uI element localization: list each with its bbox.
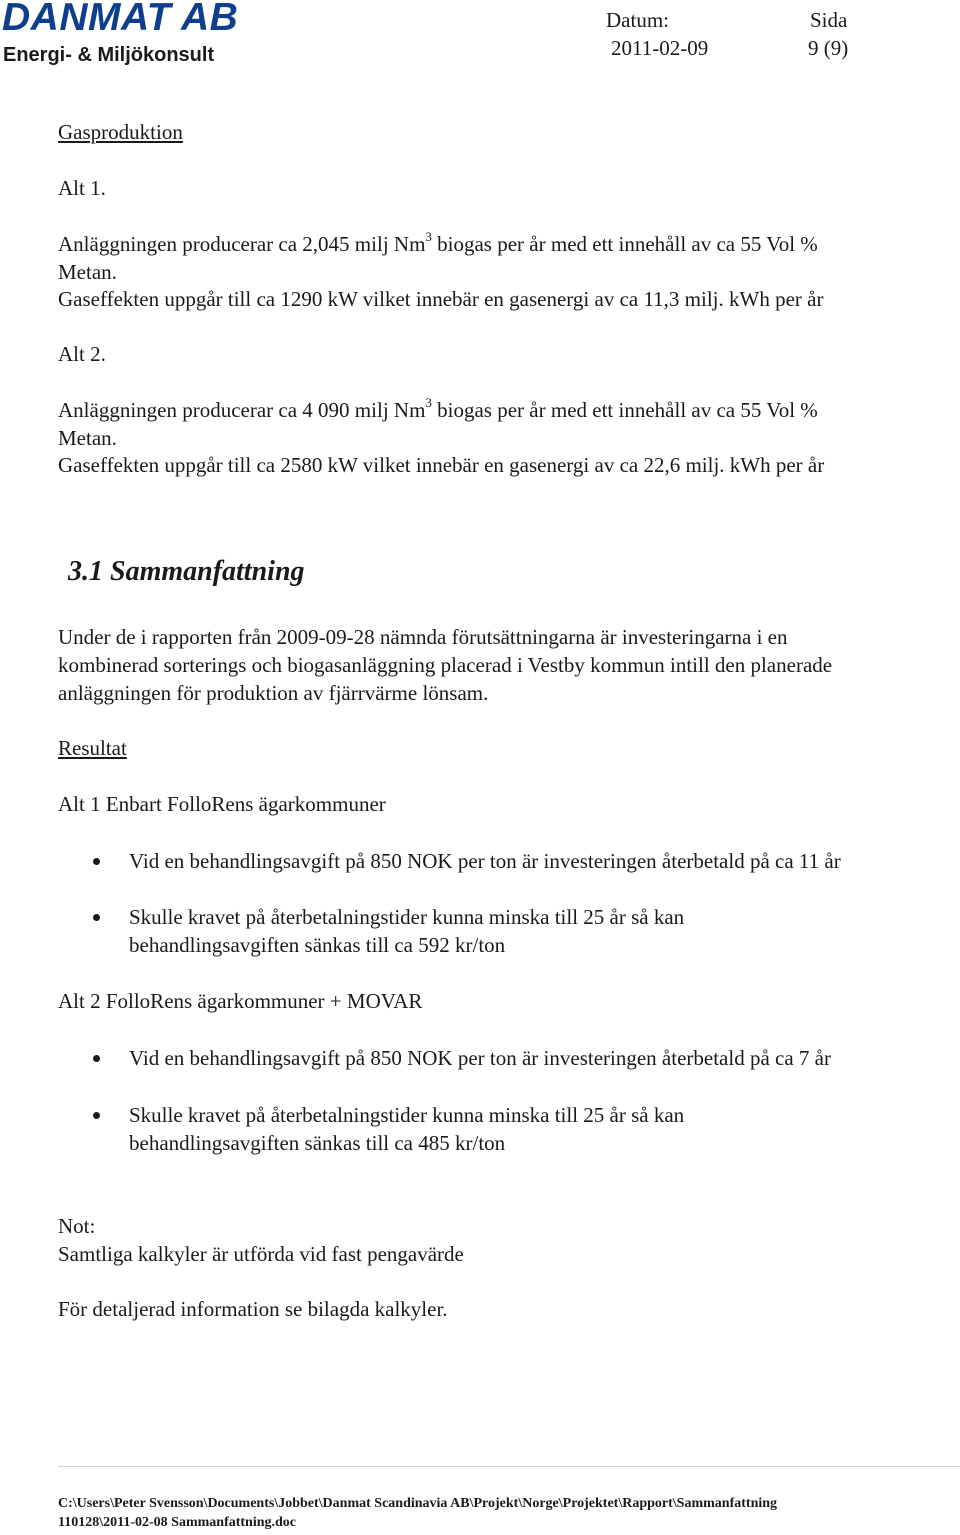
alt2-effect-line: Gaseffekten uppgår till ca 2580 kW vilket innebär en gasenergi av ca 22,6 milj. kWh per år bbox=[58, 453, 825, 477]
summary-paragraph-line-1: Under de i rapporten från 2009-09-28 nämnda förutsättningarna är investeringarna i en bbox=[58, 625, 788, 649]
alt1-production-line: Anläggningen producerar ca 2,045 milj Nm$^3$ biogas per år med ett innehåll av ca 55 Vol % bbox=[58, 229, 818, 256]
section-title-gasproduktion: Gasproduktion bbox=[58, 120, 183, 144]
alt2-bullet-payback: Vid en behandlingsavgift på 850 NOK per ton är investeringen återbetald på ca 7 år bbox=[129, 1046, 831, 1070]
note-label: Not: bbox=[58, 1214, 96, 1238]
alt1-bullet-payback: Vid en behandlingsavgift på 850 NOK per ton är investeringen återbetald på ca 11 år bbox=[129, 849, 841, 873]
alt2-production-line: Anläggningen producerar ca 4 090 milj Nm$^3$ biogas per år med ett innehåll av ca 55 Vol % bbox=[58, 395, 818, 422]
info-text: För detaljerad information se bilagda kalkyler. bbox=[58, 1297, 448, 1321]
section-heading-sammanfattning: 3.1 Sammanfattning bbox=[68, 556, 305, 587]
bullet-icon bbox=[93, 1055, 100, 1062]
company-tagline: Energi- & Miljökonsult bbox=[3, 44, 215, 66]
alt1-result-title: Alt 1 Enbart FolloRens ägarkommuner bbox=[58, 792, 386, 816]
alt2-result-title: Alt 2 FolloRens ägarkommuner + MOVAR bbox=[58, 989, 423, 1013]
summary-paragraph-line-3: anläggningen för produktion av fjärrvärme lönsam. bbox=[58, 681, 489, 705]
result-label: Resultat bbox=[58, 736, 127, 760]
alt2-label: Alt 2. bbox=[58, 342, 106, 366]
alt1-bullet-fee-line-2: behandlingsavgiften sänkas till ca 592 kr/ton bbox=[129, 933, 506, 957]
note-text: Samtliga kalkyler är utförda vid fast pengavärde bbox=[58, 1242, 464, 1266]
alt1-bullet-fee-line-1: Skulle kravet på återbetalningstider kunna minska till 25 år så kan bbox=[129, 905, 685, 929]
company-logo: DANMAT AB bbox=[2, 0, 239, 39]
page-label: Sida bbox=[810, 8, 848, 32]
alt1-metan-line: Metan. bbox=[58, 260, 117, 284]
summary-paragraph-line-2: kombinerad sorterings och biogasanläggning placerad i Vestby kommun intill den planerade bbox=[58, 653, 833, 677]
footer-path-line-2: 110128\2011-02-08 Sammanfattning.doc bbox=[58, 1515, 297, 1530]
alt2-metan-line: Metan. bbox=[58, 426, 117, 450]
alt1-label: Alt 1. bbox=[58, 176, 106, 200]
alt1-effect-line: Gaseffekten uppgår till ca 1290 kW vilket innebär en gasenergi av ca 11,3 milj. kWh per år bbox=[58, 287, 824, 311]
date-label: Datum: bbox=[606, 8, 669, 32]
page-number: 9 (9) bbox=[808, 36, 849, 60]
bullet-icon bbox=[93, 858, 100, 865]
alt2-bullet-fee-line-2: behandlingsavgiften sänkas till ca 485 kr/ton bbox=[129, 1131, 506, 1155]
date-value: 2011-02-09 bbox=[611, 36, 709, 60]
bullet-icon bbox=[93, 914, 100, 921]
bullet-icon bbox=[93, 1112, 100, 1119]
footer-divider bbox=[58, 1466, 960, 1467]
alt2-bullet-fee-line-1: Skulle kravet på återbetalningstider kunna minska till 25 år så kan bbox=[129, 1103, 685, 1127]
footer-path-line-1: C:\Users\Peter Svensson\Documents\Jobbet\Danmat Scandinavia AB\Projekt\Norge\Projektet\Rapport\Sammanfattning bbox=[58, 1496, 778, 1511]
